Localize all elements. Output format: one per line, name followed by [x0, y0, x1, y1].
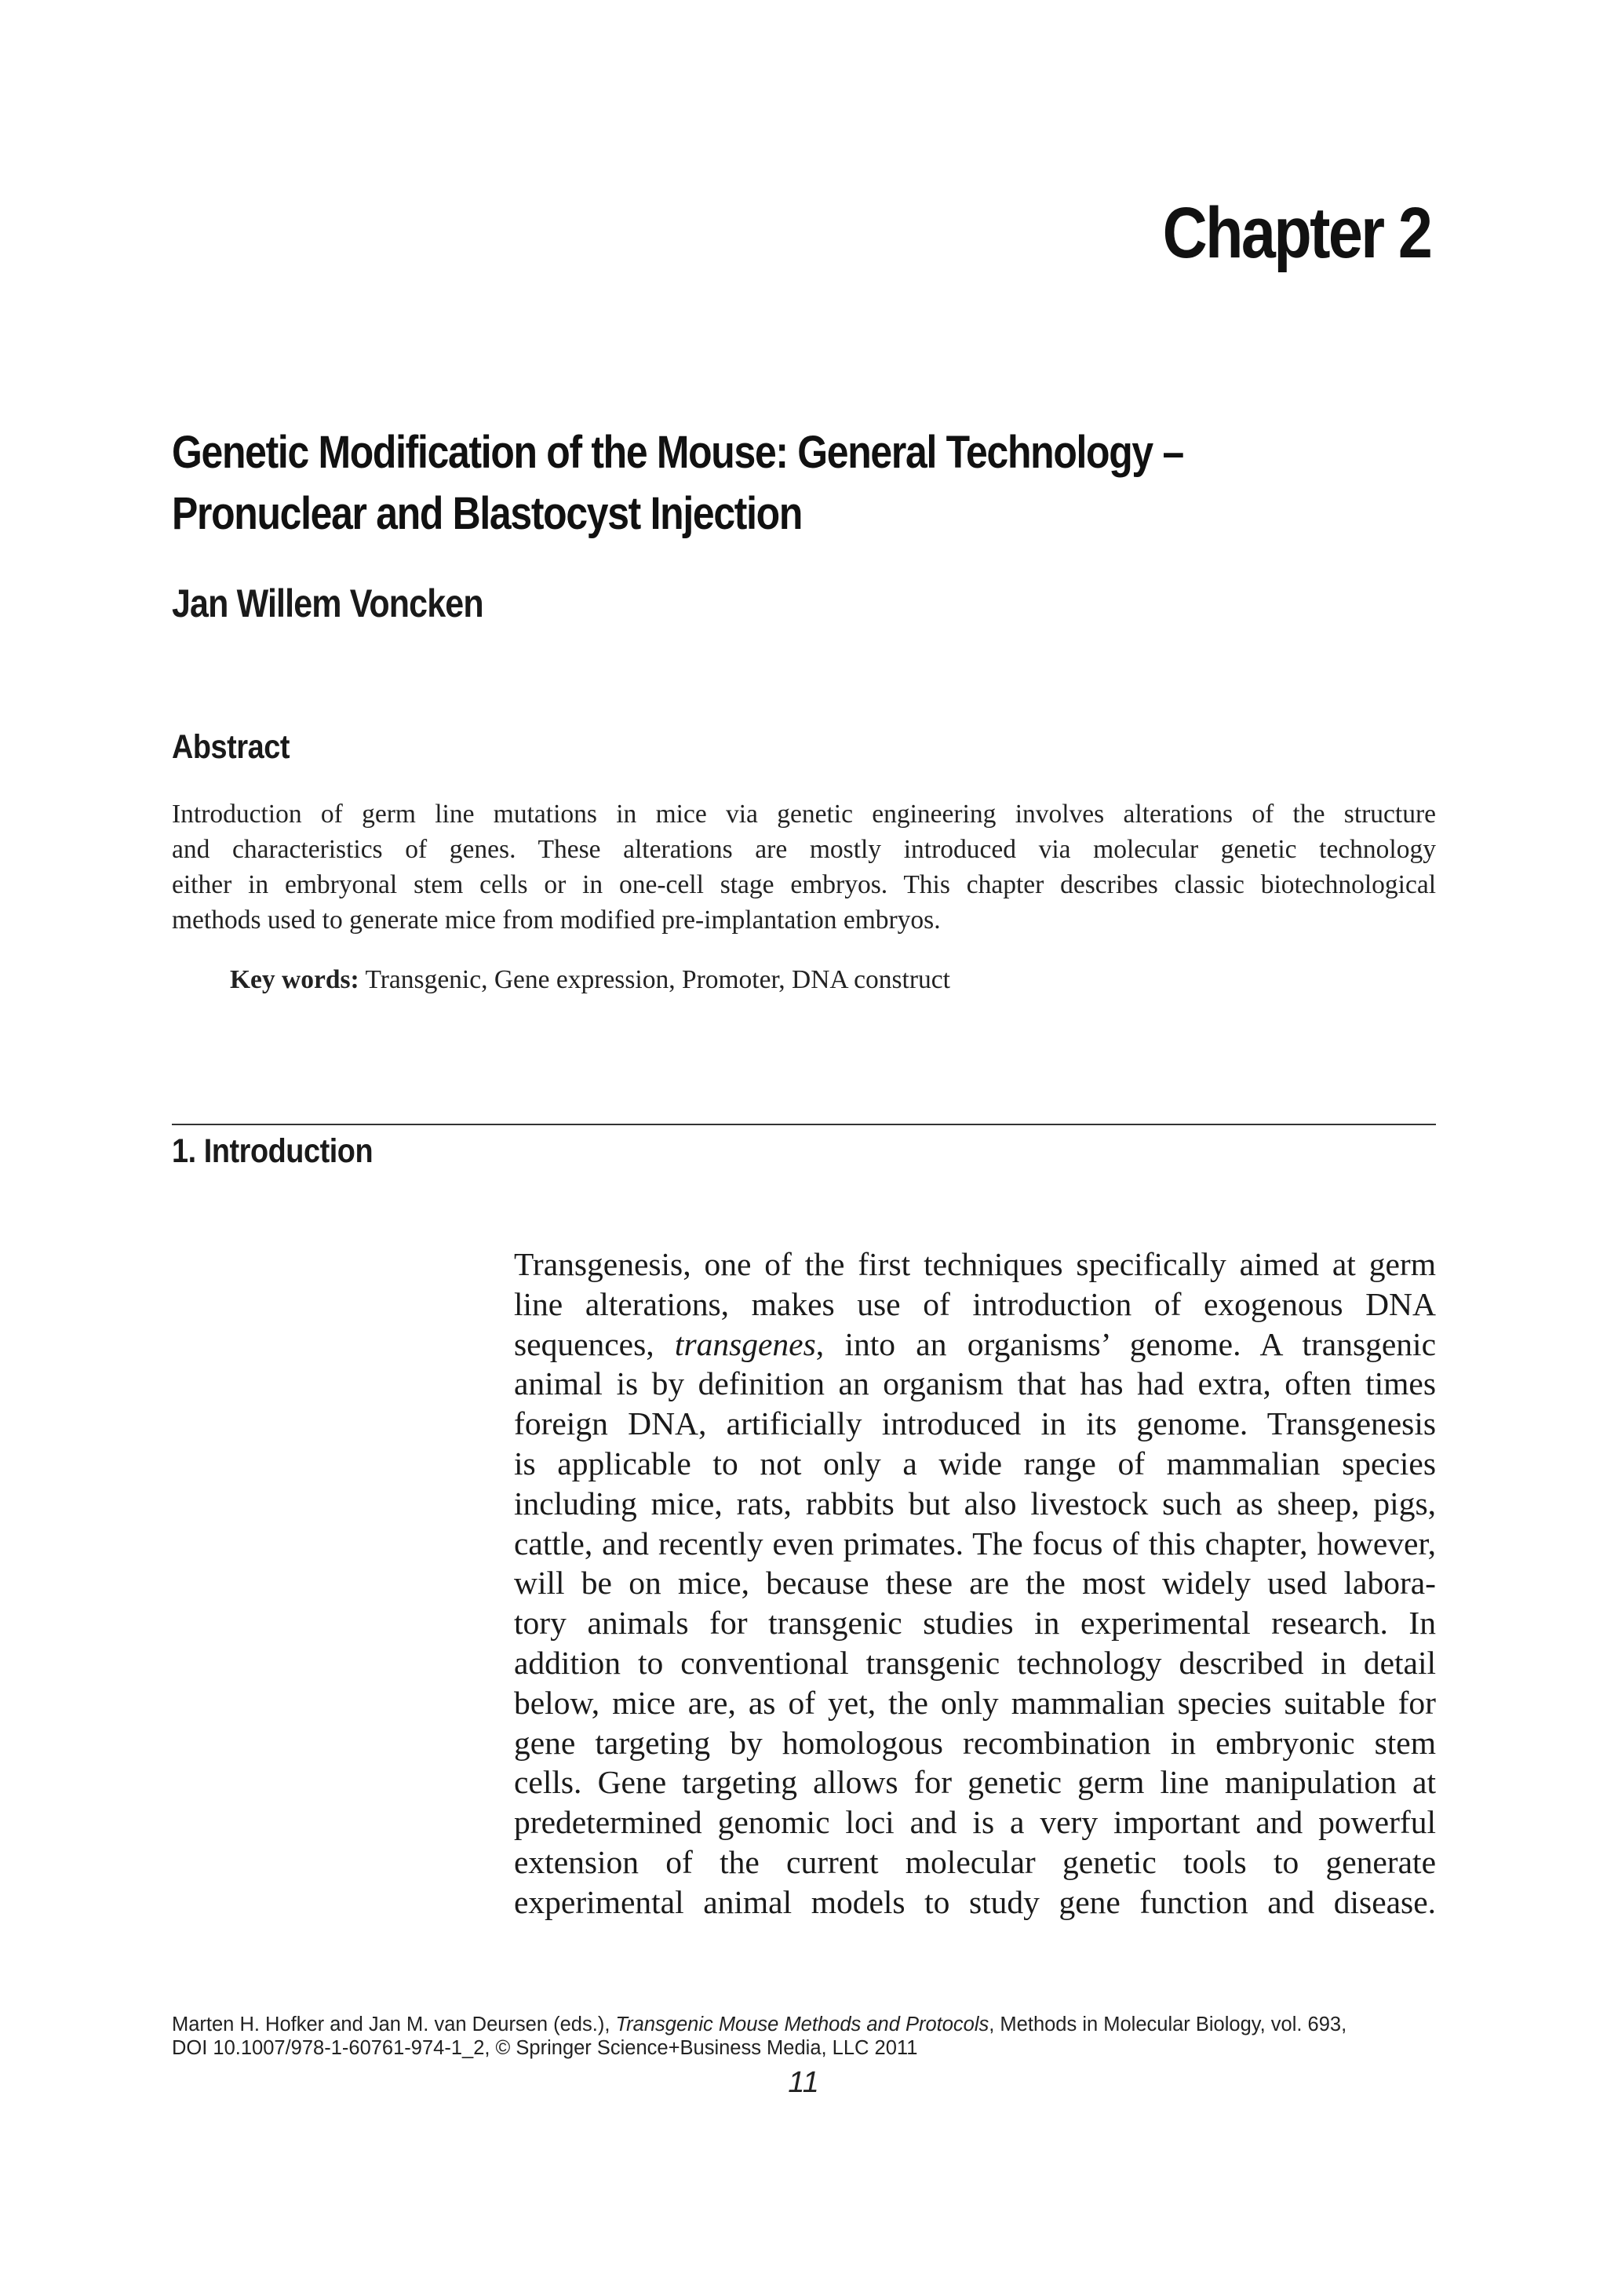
- section-divider: [172, 1124, 1436, 1125]
- introduction-line: cattle, and recently even primates. The focus of this chapter, however,: [514, 1525, 1436, 1562]
- footnote-segment: Marten H. Hofker and Jan M. van Deursen (eds.),: [172, 2014, 616, 2035]
- introduction-line: line alterations, makes use of introduction of exogenous DNA: [514, 1285, 1436, 1322]
- footnote-segment: , Methods in Molecular Biology, vol. 693,: [989, 2014, 1347, 2035]
- introduction-line-segment: sequences,: [514, 1325, 675, 1362]
- keywords-values: Transgenic, Gene expression, Promoter, DNA construct: [365, 965, 950, 994]
- introduction-line: extension of the current molecular genetic tools to generate: [514, 1843, 1436, 1880]
- chapter-title: [172, 422, 1319, 545]
- keywords: [230, 965, 950, 995]
- introduction-line: tory animals for transgenic studies in experimental research. In: [514, 1605, 1436, 1642]
- abstract-line: and characteristics of genes. These alterations are mostly introduced via molecular genetic technology: [172, 835, 1436, 864]
- introduction-line: including mice, rats, rabbits but also livestock such as sheep, pigs,: [514, 1485, 1436, 1522]
- introduction-line: addition to conventional transgenic technology described in detail: [514, 1644, 1436, 1681]
- footnote-line: [172, 2013, 1459, 2036]
- italic-term-transgenes: transgenes: [674, 1325, 816, 1362]
- introduction-line: experimental animal models to study gene function and disease.: [514, 1883, 1436, 1920]
- introduction-line: animal is by definition an organism that has had extra, often times: [514, 1365, 1436, 1402]
- author-name: Jan Willem Voncken: [172, 581, 483, 625]
- introduction-line: cells. Gene targeting allows for genetic germ line manipulation at: [514, 1764, 1436, 1801]
- introduction-line: will be on mice, because these are the most widely used labora-: [514, 1565, 1436, 1602]
- abstract-line: Introduction of germ line mutations in mice via genetic engineering involves alterations of the structure: [172, 800, 1436, 829]
- introduction-line: [514, 1325, 1436, 1365]
- introduction-line: is applicable to not only a wide range of mammalian species: [514, 1445, 1436, 1481]
- chapter-title-line: Pronuclear and Blastocyst Injection: [172, 488, 803, 539]
- chapter-title-line: Genetic Modification of the Mouse: General Technology –: [172, 427, 1183, 478]
- introduction-line-segment: , into an organisms’ genome. A transgenic: [815, 1325, 1436, 1362]
- introduction-text: [514, 1245, 1436, 1922]
- introduction-line: below, mice are, as of yet, the only mammalian species suitable for: [514, 1684, 1436, 1721]
- section-heading-introduction: 1. Introduction: [172, 1132, 374, 1170]
- abstract-line: either in embryonal stem cells or in one-cell stage embryos. This chapter describes classic biotechnological: [172, 870, 1436, 899]
- page-number: 11: [788, 2066, 819, 2099]
- chapter-label: Chapter 2: [1162, 193, 1430, 273]
- introduction-line: foreign DNA, artificially introduced in its genome. Transgenesis: [514, 1405, 1436, 1442]
- introduction-line: gene targeting by homologous recombination in embryonic stem: [514, 1724, 1436, 1761]
- book-title: Transgenic Mouse Methods and Protocols: [615, 2014, 989, 2035]
- abstract-heading: Abstract: [172, 728, 290, 766]
- introduction-line: predetermined genomic loci and is a very important and powerful: [514, 1804, 1436, 1841]
- keywords-label: Key words:: [230, 965, 359, 994]
- abstract-text: [172, 796, 1436, 938]
- citation-footnote: [172, 2013, 1459, 2060]
- abstract-line: methods used to generate mice from modified pre-implantation embryos.: [172, 906, 941, 935]
- introduction-line: Transgenesis, one of the first techniques specifically aimed at germ: [514, 1246, 1436, 1282]
- footnote-line: DOI 10.1007/978-1-60761-974-1_2, © Springer Science+Business Media, LLC 2011: [172, 2037, 918, 2059]
